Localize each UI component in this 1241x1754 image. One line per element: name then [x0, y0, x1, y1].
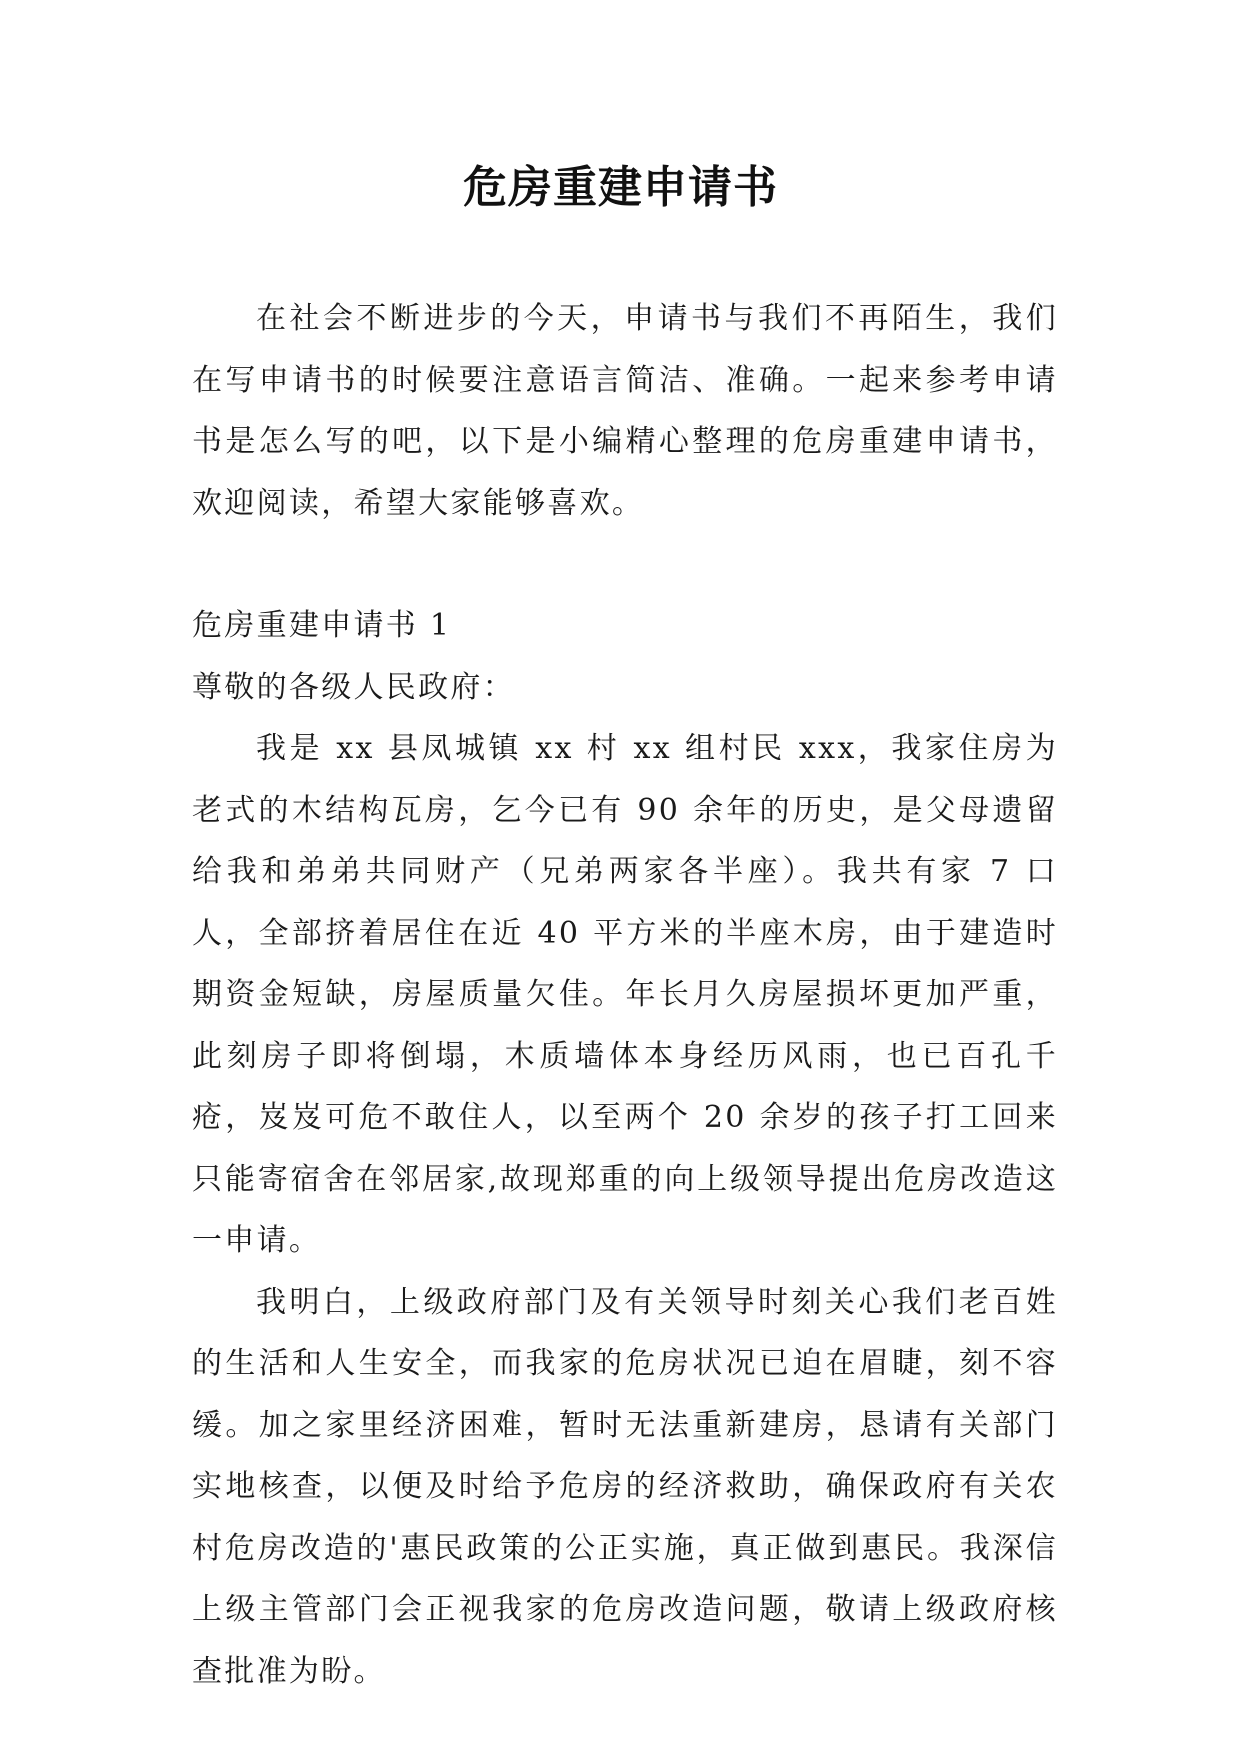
document-body: [192, 288, 1058, 1702]
document-title: 危房重建申请书: [463, 162, 778, 213]
intro-paragraph: 在社会不断进步的今天，申请书与我们不再陌生，我们在写申请书的时候要注意语言简洁、准确。一起来参考申请书是怎么写的吧，以下是小编精心整理的危房重建申请书，欢迎阅读，希望大家能够喜欢。: [192, 301, 1058, 521]
salutation: 尊敬的各级人民政府：: [192, 669, 515, 705]
body-paragraph-2: 我明白，上级政府部门及有关领导时刻关心我们老百姓的生活和人生安全，而我家的危房状况已迫在眉睫，刻不容缓。加之家里经济困难，暂时无法重新建房，恳请有关部门实地核查，以便及时给予危房的经济救助，确保政府有关农村危房改造的'惠民政策的公正实施，真正做到惠民。我深信上级主管部门会正视我家的危房改造问题，敬请上级政府核查批准为盼。: [192, 1284, 1058, 1689]
body-paragraph-1: 我是 xx 县凤城镇 xx 村 xx 组村民 xxx，我家住房为老式的木结构瓦房，乞今已有 90 余年的历史，是父母遗留给我和弟弟共同财产（兄弟两家各半座）。我共有家 7 口人，全部挤着居住在近 40 平方米的半座木房，由于建造时期资金短缺，房屋质量欠佳。年长月久房屋损坏更加严重，此刻房子即将倒塌，木质墙体本身经历风雨，也已百孔千疮，岌岌可危不敢住人，以至两个 20 余岁的孩子打工回来只能寄宿舍在邻居家,故现郑重的向上级领导提出危房改造这一申请。: [192, 731, 1058, 1258]
section-heading: 危房重建申请书 1: [192, 608, 452, 643]
paragraph-spacer: [192, 534, 1058, 595]
